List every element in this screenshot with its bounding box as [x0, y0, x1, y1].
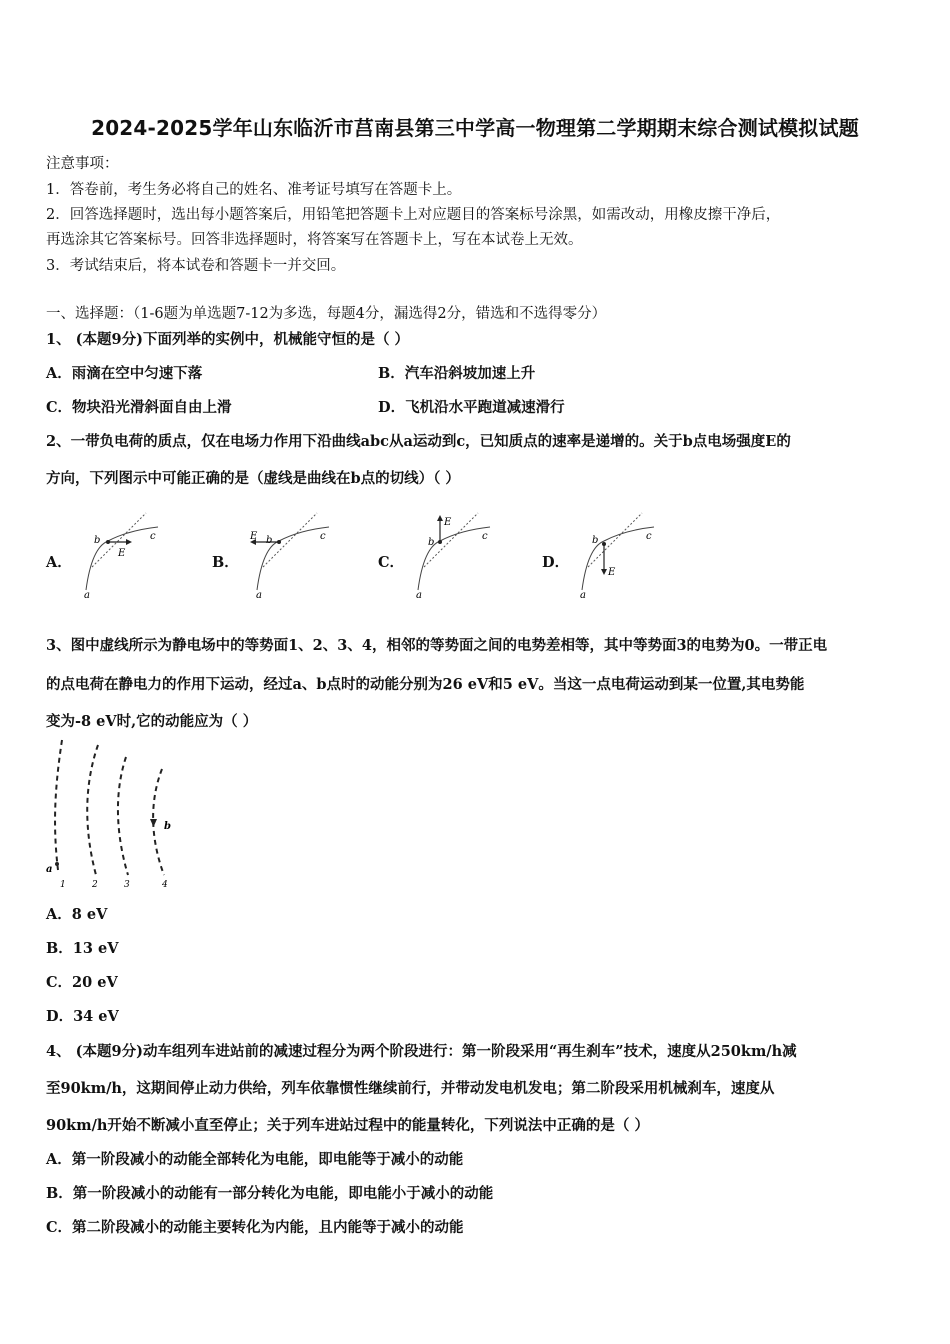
q1-option-b: B．汽车沿斜坡加速上升: [378, 365, 536, 382]
surface-label-2: 2: [92, 880, 98, 890]
fig-label-e: E: [118, 548, 126, 559]
q2-figure-a: [78, 505, 168, 600]
fig-label-c: c: [150, 531, 156, 542]
q1-option-c: C．物块沿光滑斜面自由上滑: [46, 399, 232, 416]
notice-item: 3．考试结束后，将本试卷和答题卡一并交回。: [46, 258, 346, 274]
fig-label-c: c: [320, 531, 326, 542]
q3-option-c: C．20 eV: [46, 974, 118, 991]
q2-figure-b: [244, 505, 339, 600]
q2-label-c: C．: [378, 554, 405, 571]
q3-option-d: D．34 eV: [46, 1008, 119, 1025]
fig-label-e: E: [444, 517, 452, 528]
fig-label-c: c: [482, 531, 488, 542]
q2-label-b: B．: [212, 554, 239, 571]
question-3-line2: 的点电荷在静电力的作用下运动，经过a、b点时的动能分别为26 eV和5 eV。当这一点电荷运动到某一位置,其电势能: [46, 676, 805, 693]
fig-label-a: a: [256, 590, 262, 600]
question-4-line1: 4、 (本题9分)动车组列车进站前的减速过程分为两个阶段进行：第一阶段采用“再生刹车”技术，速度从250km/h减: [46, 1043, 797, 1060]
question-4-line3: 90km/h开始不断减小直至停止；关于列车进站过程中的能量转化，下列说法中正确的是（ ）: [46, 1117, 649, 1134]
q1-option-a: A．雨滴在空中匀速下落: [46, 365, 203, 382]
q3-option-a: A．8 eV: [46, 906, 108, 923]
q4-option-c: C．第二阶段减小的动能主要转化为内能，且内能等于减小的动能: [46, 1219, 464, 1236]
fig-label-a: a: [46, 864, 53, 875]
question-3-line3: 变为-8 eV时,它的动能应为（ ）: [46, 713, 258, 730]
q3-option-b: B．13 eV: [46, 940, 119, 957]
question-2-line2: 方向，下列图示中可能正确的是（虚线是曲线在b点的切线）（ ）: [46, 470, 460, 487]
q2-label-a: A．: [46, 554, 72, 571]
section-heading: 一、选择题：（1-6题为单选题7-12为多选，每题4分，漏选得2分，错选和不选得零分）: [46, 306, 607, 322]
notice-item: 2．回答选择题时，选出每小题答案后，用铅笔把答题卡上对应题目的答案标号涂黑，如需改动，用橡皮擦干净后，: [46, 207, 781, 223]
question-3-line1: 3、图中虚线所示为静电场中的等势面1、2、3、4，相邻的等势面之间的电势差相等，其中等势面3的电势为0。一带正电: [46, 637, 828, 654]
surface-label-4: 4: [162, 880, 168, 890]
fig-label-b: b: [164, 821, 171, 832]
q1-option-d: D．飞机沿水平跑道减速滑行: [378, 399, 565, 416]
surface-label-1: 1: [60, 880, 66, 890]
question-1-stem: 1、 (本题9分)下面列举的实例中，机械能守恒的是（ ）: [46, 331, 409, 348]
notice-item: 再选涂其它答案标号。回答非选择题时，将答案写在答题卡上，写在本试卷上无效。: [46, 232, 583, 248]
fig-label-b: b: [428, 537, 435, 548]
fig-label-a: a: [580, 590, 586, 600]
q3-equipotential-figure: [40, 735, 190, 895]
page-title: 2024-2025学年山东临沂市莒南县第三中学高一物理第二学期期末综合测试模拟试题: [91, 116, 859, 140]
q4-option-b: B．第一阶段减小的动能有一部分转化为电能，即电能小于减小的动能: [46, 1185, 494, 1202]
fig-label-b: b: [592, 535, 599, 546]
fig-label-b: b: [266, 535, 273, 546]
fig-label-e: E: [608, 567, 616, 578]
fig-label-b: b: [94, 535, 101, 546]
fig-label-e: E: [250, 531, 258, 542]
fig-label-a: a: [416, 590, 422, 600]
q4-option-a: A．第一阶段减小的动能全部转化为电能，即电能等于减小的动能: [46, 1151, 464, 1168]
q2-figure-d: [574, 505, 664, 600]
fig-label-c: c: [646, 531, 652, 542]
q2-figure-c: [408, 505, 498, 600]
fig-label-a: a: [84, 590, 90, 600]
question-2-line1: 2、一带负电荷的质点，仅在电场力作用下沿曲线abc从a运动到c，已知质点的速率是递增的。关于b点电场强度E的: [46, 433, 791, 450]
q2-label-d: D．: [542, 554, 570, 571]
question-4-line2: 至90km/h，这期间停止动力供给，列车依靠惯性继续前行，并带动发电机发电；第二阶段采用机械刹车，速度从: [46, 1080, 775, 1097]
notice-heading: 注意事项：: [46, 156, 119, 172]
notice-item: 1．答卷前，考生务必将自己的姓名、准考证号填写在答题卡上。: [46, 182, 462, 198]
surface-label-3: 3: [124, 880, 130, 890]
